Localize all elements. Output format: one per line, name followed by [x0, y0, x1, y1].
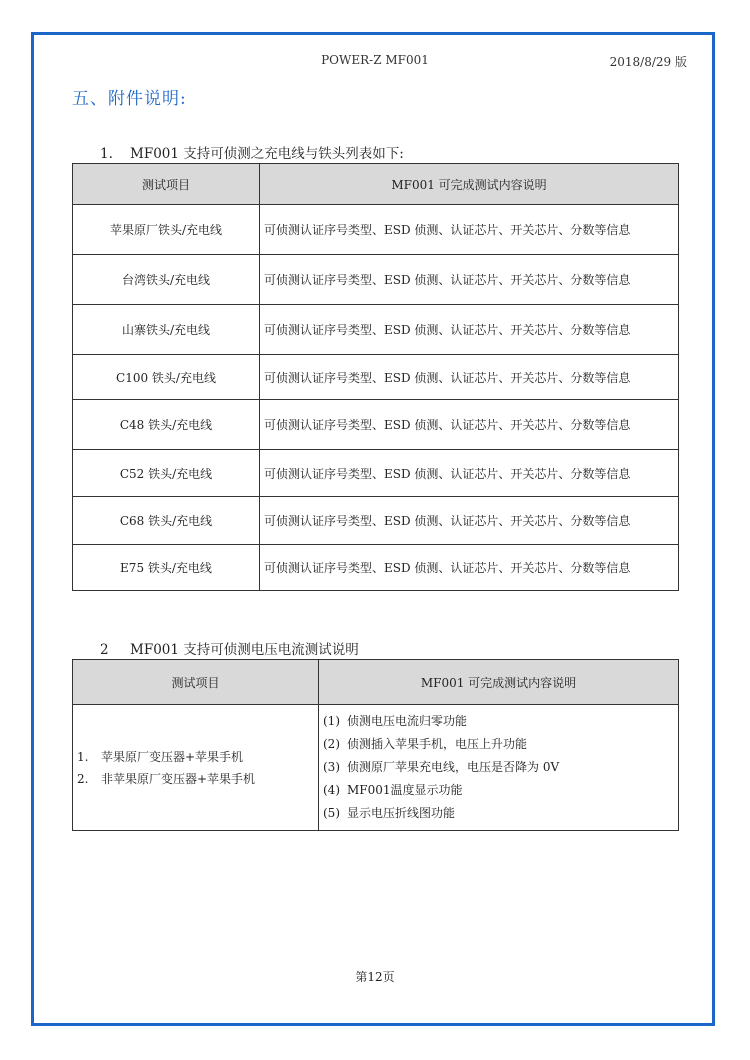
table-cell-item: C48 铁头/充电线: [73, 400, 260, 450]
table-header-item: 测试项目: [73, 164, 260, 205]
table-row: [73, 705, 679, 831]
table-header-row: [73, 164, 679, 205]
header-version: 2018/8/29 版: [609, 55, 687, 69]
list-item: 1. 苹果原厂变压器+苹果手机: [77, 749, 244, 764]
table-cell-description: 可侦测认证序号类型、ESD 侦测、认证芯片、开关芯片、分数等信息: [260, 450, 679, 497]
part2-title: [100, 638, 359, 658]
table-row: [73, 400, 679, 450]
table-cell-functions: [319, 705, 679, 831]
part1-number: 1.: [100, 146, 113, 162]
table-cell-description: 可侦测认证序号类型、ESD 侦测、认证芯片、开关芯片、分数等信息: [260, 355, 679, 400]
list-item: (2) 侦测插入苹果手机，电压上升功能: [323, 737, 528, 751]
header-product: POWER-Z MF001: [321, 53, 429, 67]
table-cell-description: 可侦测认证序号类型、ESD 侦测、认证芯片、开关芯片、分数等信息: [260, 205, 679, 255]
table-cell-item: 台湾铁头/充电线: [73, 255, 260, 305]
table-row: [73, 497, 679, 545]
table-cell-item: 苹果原厂铁头/充电线: [73, 205, 260, 255]
table-row: [73, 355, 679, 400]
table-row: [73, 205, 679, 255]
table-row: [73, 255, 679, 305]
table-header-description: MF001 可完成测试内容说明: [319, 660, 679, 705]
part2-number: 2: [100, 642, 109, 658]
table-cell-item: 山寨铁头/充电线: [73, 305, 260, 355]
table-cell-description: 可侦测认证序号类型、ESD 侦测、认证芯片、开关芯片、分数等信息: [260, 545, 679, 591]
table-cell-description: 可侦测认证序号类型、ESD 侦测、认证芯片、开关芯片、分数等信息: [260, 400, 679, 450]
table-cell-items: [73, 705, 319, 831]
page-number: 第12页: [355, 970, 395, 984]
list-item: (1) 侦测电压电流归零功能: [323, 714, 468, 728]
part1-title: [100, 142, 404, 162]
table-row: [73, 305, 679, 355]
list-item: (5) 显示电压折线图功能: [323, 806, 456, 820]
table-cell-item: E75 铁头/充电线: [73, 545, 260, 591]
list-item: 2. 非苹果原厂变压器+苹果手机: [77, 771, 256, 786]
table-header-description: MF001 可完成测试内容说明: [260, 164, 679, 205]
part2-title-text: MF001 支持可侦测电压电流测试说明: [130, 642, 359, 658]
list-item: (3) 侦测原厂苹果充电线，电压是否降为 0V: [323, 760, 560, 774]
cable-support-table: [72, 163, 679, 591]
table-cell-description: 可侦测认证序号类型、ESD 侦测、认证芯片、开关芯片、分数等信息: [260, 305, 679, 355]
section-title: 五、附件说明:: [72, 89, 187, 109]
table-cell-item: C100 铁头/充电线: [73, 355, 260, 400]
table-cell-item: C52 铁头/充电线: [73, 450, 260, 497]
table-cell-description: 可侦测认证序号类型、ESD 侦测、认证芯片、开关芯片、分数等信息: [260, 497, 679, 545]
table-row: [73, 545, 679, 591]
table-header-item: 测试项目: [73, 660, 319, 705]
list-item: (4) MF001温度显示功能: [323, 783, 463, 797]
table-row: [73, 450, 679, 497]
table-header-row: [73, 660, 679, 705]
voltage-current-table: [72, 659, 679, 831]
table-cell-description: 可侦测认证序号类型、ESD 侦测、认证芯片、开关芯片、分数等信息: [260, 255, 679, 305]
table-cell-item: C68 铁头/充电线: [73, 497, 260, 545]
part1-title-text: MF001 支持可侦测之充电线与铁头列表如下:: [130, 146, 404, 162]
